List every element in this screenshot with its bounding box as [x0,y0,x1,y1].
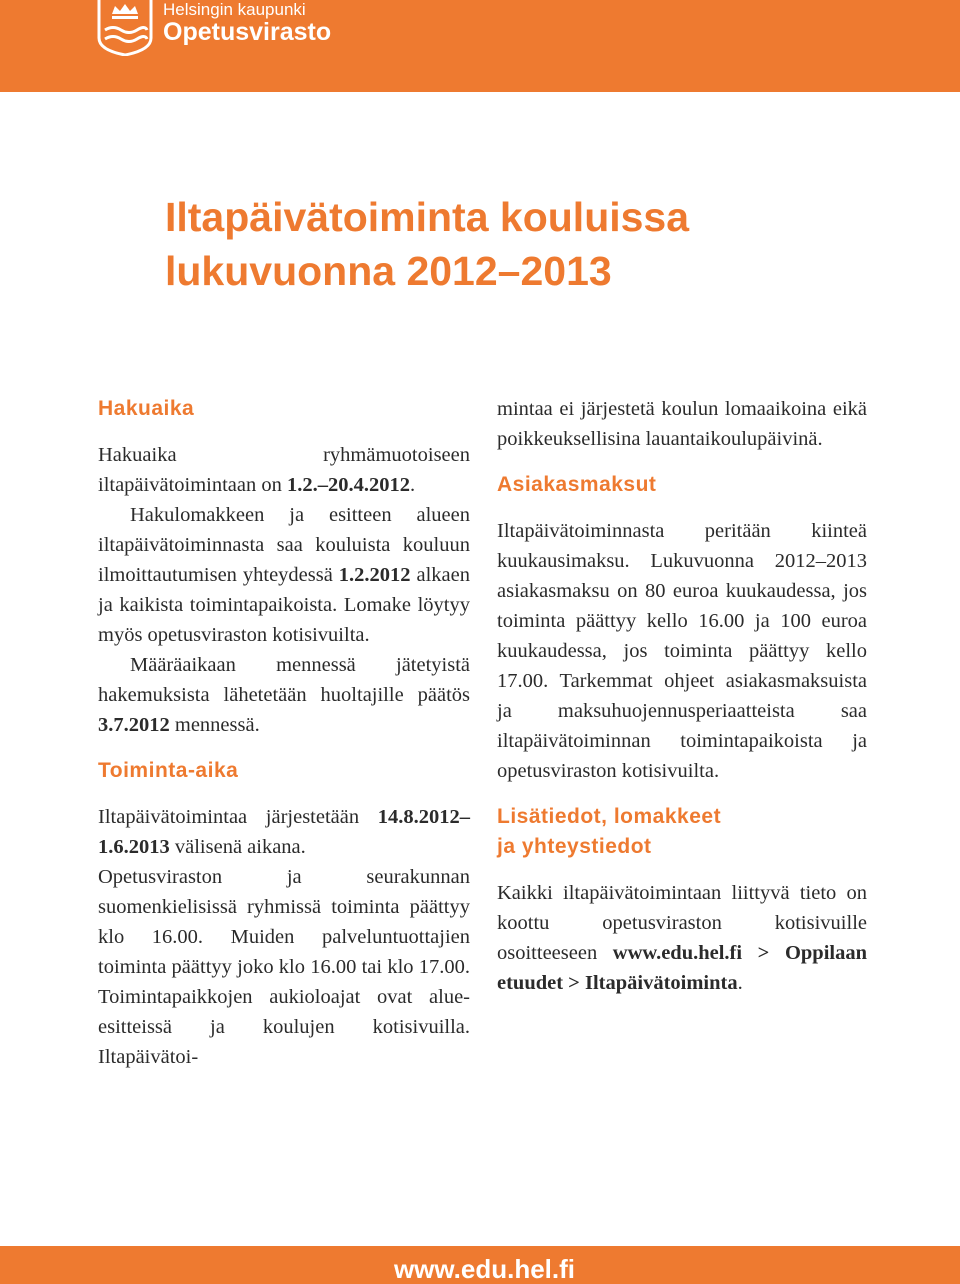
asiakasmaksut-paragraph: Iltapäivätoiminnasta peritään kiinteä kuukausimaksu. Lukuvuonna 2012–2013 asiakasmaksu on 80 euroa kuukaudessa, jos toiminta päättyy kello 16.00 ja 100 euroa kuukaudessa, jos toiminta päättyy kello 17.00. Tarkemmat ohjeet asiakasmaksuista ja maksuhuojennusperiaatteista saa iltapäivätoiminnan toimintapaikoista ja opetusviraston kotisivuilta. [497,520,867,782]
left-column [98,394,470,1072]
hakuaika-paragraph-2: Hakulomakkeen ja esitteen alueen iltapäivätoiminnasta saa kouluista kouluun ilmoittautumisen yhteydessä 1.2.2012 alkaen ja kaikista toimintapaikoista. Lomake löytyy myös opetusviraston kotisivuilta. [98,504,470,646]
footer-bar [0,1246,960,1284]
operating-period: 14.8.2012–1.6.2013 [98,806,470,858]
decision-date: 3.7.2012 [98,714,170,736]
toiminta-paragraph-1: Iltapäivätoimintaa järjestetään 14.8.2012–1.6.2013 välisenä aikana. [98,806,470,858]
website-path: > Oppilaan etuudet > Iltapäivätoiminta [497,942,867,994]
asiakasmaksut-heading: Asiakasmaksut [497,473,657,496]
lisatiedot-heading: Lisätiedot, lomakkeet ja yhteystiedot [497,805,722,858]
helsinki-crest-icon [95,0,155,56]
application-period: 1.2.–20.4.2012 [287,474,411,496]
toiminta-paragraph-2: Opetusviraston ja seurakunnan suomenkielisissä ryhmissä toiminta päättyy klo 16.00. Muiden palveluntuottajien toiminta päättyy joko klo 16.00 tai klo 17.00. Toimintapaikkojen aukioloajat ovat alue-esitteissä ja koulujen kotisivuilla. Iltapäivätoi- [98,866,470,1068]
city-name: Helsingin kaupunki [163,0,306,19]
footer-url[interactable]: www.edu.hel.fi [393,1254,575,1284]
header-bar [0,0,960,92]
hakuaika-paragraph-3: Määräaikaan mennessä jätetyistä hakemuksista lähetetään huoltajille päätös 3.7.2012 mennessä. [98,654,470,736]
toiminta-aika-heading: Toiminta-aika [98,759,239,782]
brand [163,0,331,46]
right-column [497,394,867,998]
page-title [165,190,925,298]
form-available-date: 1.2.2012 [338,564,411,586]
hakuaika-heading: Hakuaika [98,397,195,420]
title-line-1: Iltapäivätoiminta kouluissa [165,194,690,240]
hakuaika-paragraph-1: Hakuaika ryhmämuotoiseen iltapäivätoimintaan on 1.2.–20.4.2012. [98,444,470,496]
lisatiedot-paragraph: Kaikki iltapäivätoimintaan liittyvä tieto on koottu opetusviraston kotisivuille osoitteeseen www.edu.hel.fi > Oppilaan etuudet > Iltapäivätoiminta. [497,882,867,994]
website-link[interactable]: www.edu.hel.fi [612,942,743,964]
continuation-paragraph: mintaa ei järjestetä koulun lomaaikoina eikä poikkeuksellisina lauantaikoulupäivinä. [497,398,867,450]
title-line-2: lukuvuonna 2012–2013 [165,248,612,294]
agency-name: Opetusvirasto [163,18,332,46]
